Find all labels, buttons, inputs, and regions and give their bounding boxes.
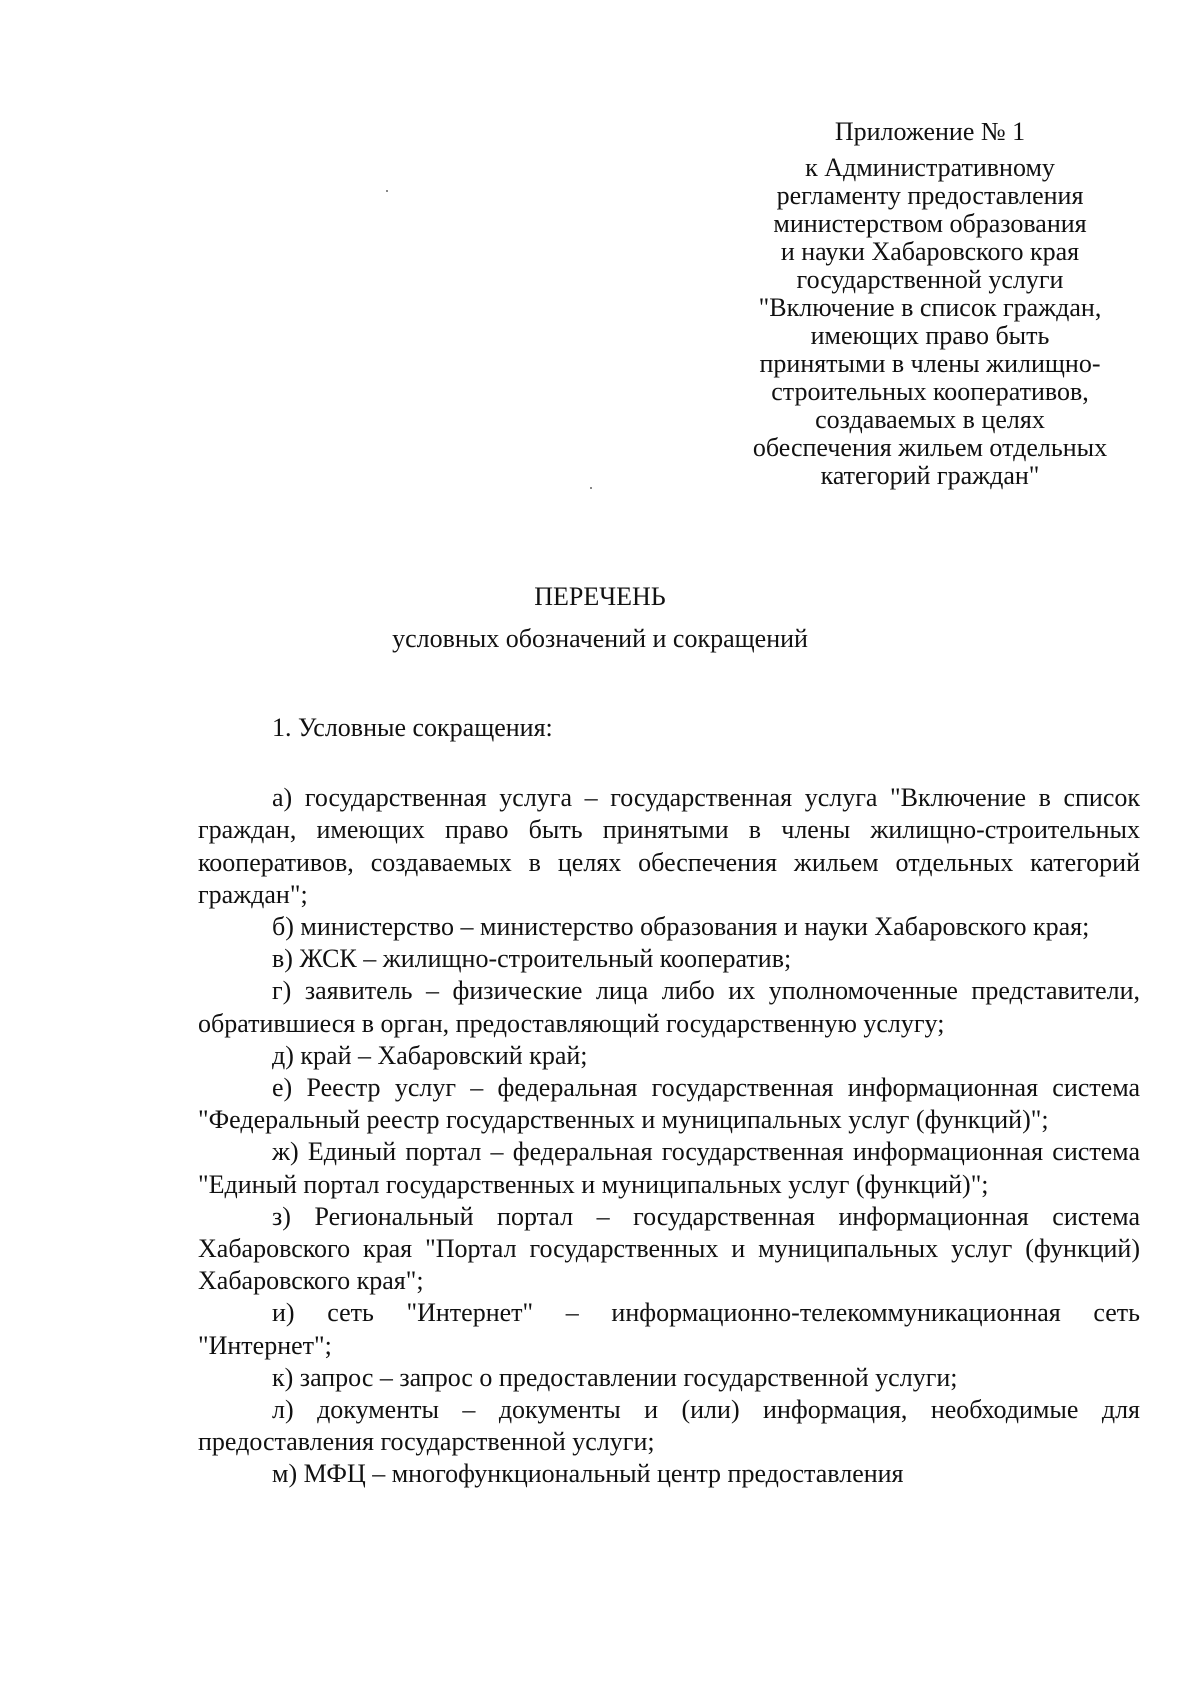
list-item [198, 1201, 1140, 1298]
appendix-line: и науки Хабаровского края [780, 237, 1080, 266]
scan-speck [386, 190, 388, 192]
item-label: г) [272, 976, 292, 1006]
document-title: ПЕРЕЧЕНЬ [534, 582, 666, 611]
item-label: з) [272, 1201, 291, 1231]
item-text: край – Хабаровский край; [300, 1040, 588, 1070]
list-item [198, 1458, 1140, 1490]
item-text: ЖСК – жилищно-строительный кооператив; [299, 944, 792, 974]
appendix-line: обеспечения жильем отдельных [752, 433, 1108, 462]
item-label: б) [272, 912, 294, 942]
item-text: заявитель – физические лица либо их уполномоченные представители, обратившиеся в орган, предоставляющий государственную услугу; [198, 976, 1140, 1038]
item-label: е) [272, 1073, 293, 1103]
appendix-line: создаваемых в целях [815, 405, 1045, 434]
document-subtitle: условных обозначений и сокращений [392, 624, 808, 653]
item-text: Региональный портал – государственная информационная система Хабаровского края "Портал государственных и муниципальных услуг (функций) Хабаровского края"; [198, 1201, 1141, 1296]
appendix-line: "Включение в список граждан, [758, 293, 1102, 322]
item-text: государственная услуга – государственная услуга "Включение в список граждан, имеющих право быть принятыми в члены жилищно-строительных кооперативов, создаваемых в целях обеспечения жильем отдельных категорий граждан"; [198, 783, 1141, 909]
list-item [198, 911, 1140, 943]
appendix-line: категорий граждан" [820, 461, 1040, 490]
item-text: документы – документы и (или) информация, необходимые для предоставления государственной услуги; [198, 1395, 1140, 1457]
list-item [198, 1362, 1140, 1394]
list-item [198, 1040, 1140, 1072]
item-label: л) [272, 1395, 294, 1425]
appendix-line: имеющих право быть [810, 321, 1050, 350]
item-label: к) [272, 1362, 294, 1392]
appendix-line: регламенту предоставления [776, 181, 1084, 210]
item-text: Реестр услуг – федеральная государственная информационная система "Федеральный реестр государственных и муниципальных услуг (функций)"; [198, 1073, 1141, 1135]
list-item [198, 975, 1140, 1039]
item-label: в) [272, 944, 293, 974]
list-item [198, 1297, 1140, 1361]
list-item [198, 782, 1140, 911]
appendix-title: Приложение № 1 [834, 117, 1026, 146]
document-body [198, 712, 1140, 1491]
scan-speck [590, 487, 592, 489]
item-text: министерство – министерство образования и науки Хабаровского края; [300, 912, 1090, 942]
item-text: МФЦ – многофункциональный центр предоставления [303, 1459, 904, 1489]
item-label: м) [272, 1459, 298, 1489]
appendix-header [730, 118, 1130, 490]
appendix-line: строительных кооперативов, [771, 377, 1089, 406]
appendix-line: к Административному [805, 153, 1055, 182]
document-title-block [0, 580, 1200, 656]
section-heading: 1. Условные сокращения: [272, 713, 553, 742]
list-item [198, 1394, 1140, 1458]
appendix-line: принятыми в члены жилищно- [759, 349, 1101, 378]
item-text: Единый портал – федеральная государственная информационная система "Единый портал государственных и муниципальных услуг (функций)"; [198, 1137, 1140, 1199]
list-item [198, 1136, 1140, 1200]
item-label: ж) [272, 1137, 299, 1167]
list-item [198, 943, 1140, 975]
appendix-line: министерством образования [773, 209, 1087, 238]
appendix-line: государственной услуги [796, 265, 1064, 294]
list-item [198, 1072, 1140, 1136]
item-text: сеть "Интернет" – информационно-телекоммуникационная сеть "Интернет"; [198, 1298, 1141, 1360]
item-label: а) [272, 783, 293, 813]
item-label: и) [272, 1298, 295, 1328]
item-text: запрос – запрос о предоставлении государственной услуги; [299, 1362, 958, 1392]
item-label: д) [272, 1040, 294, 1070]
